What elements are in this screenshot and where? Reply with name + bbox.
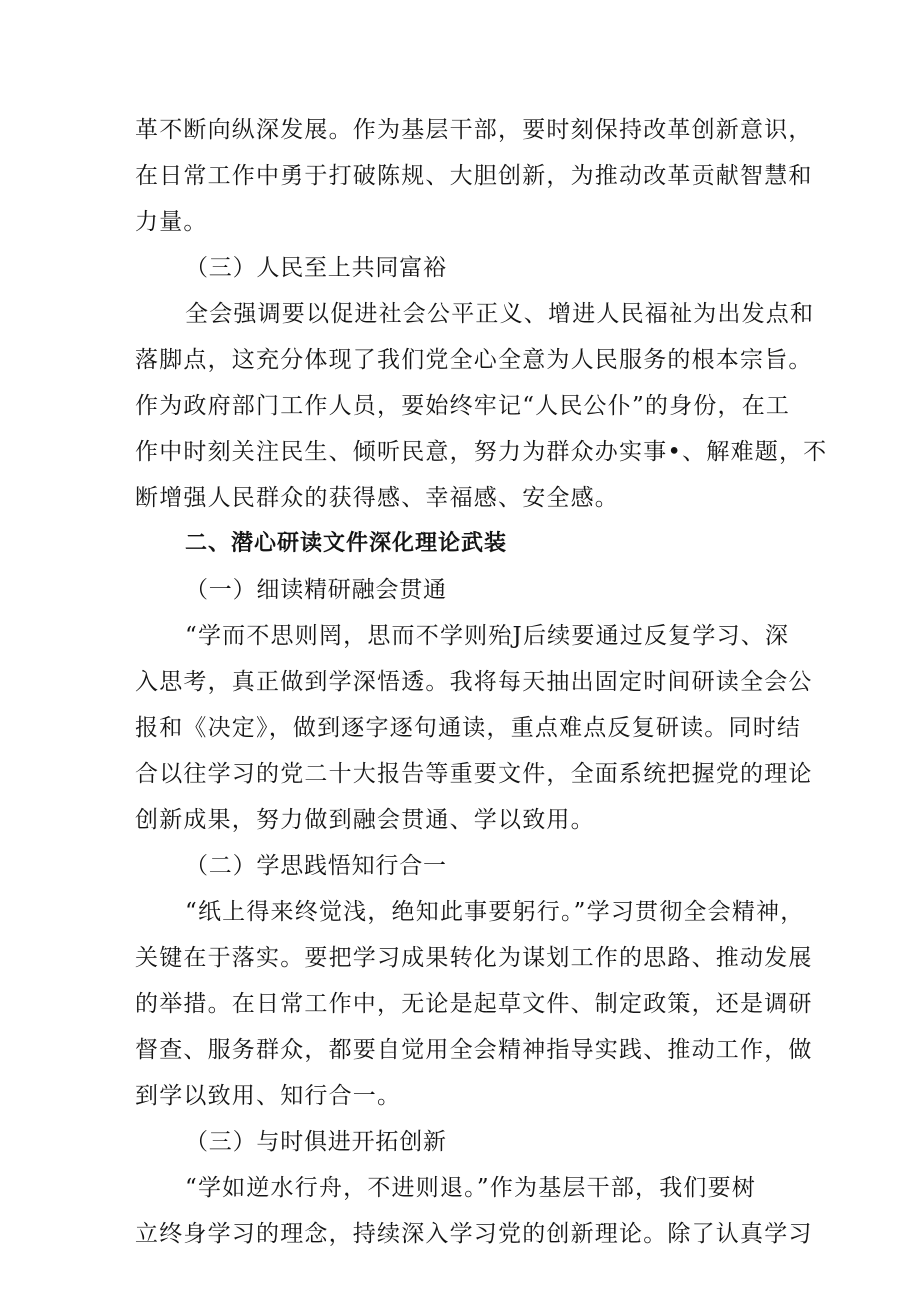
subsection-heading: （二）学思践悟知行合一 <box>185 853 447 879</box>
paragraph-line: 报和《决定》，做到逐字逐句通读，重点难点反复研读。同时结 <box>135 715 802 741</box>
paragraph-line: 全会强调要以促进社会公平正义、增进人民福祉为出发点和 <box>185 301 815 327</box>
paragraph-line: “纸上得来终觉浅，绝知此事要躬行。”学习贯彻全会精神， <box>185 899 805 925</box>
paragraph-line: 创新成果，努力做到融会贯通、学以致用。 <box>135 807 595 833</box>
paragraph-line: 革不断向纵深发展。作为基层干部，要时刻保持改革创新意识， <box>135 117 813 143</box>
subsection-heading: （三）与时俱进开拓创新 <box>185 1129 447 1155</box>
paragraph-line: 断增强人民群众的获得感、幸福感、安全感。 <box>135 485 619 511</box>
paragraph-line: 力量。 <box>135 209 208 235</box>
paragraph-line: “学而不思则罔，思而不学则殆J后续要通过反复学习、深 <box>185 623 790 649</box>
paragraph-line: 作中时刻关注民生、倾听民意，努力为群众办实事•、解难题，不 <box>135 439 828 465</box>
paragraph-line: 入思考，真正做到学深悟透。我将每天抽出固定时间研读全会公 <box>135 669 813 695</box>
paragraph-line: 到学以致用、知行合一。 <box>135 1083 402 1109</box>
paragraph-line: 督查、服务群众，都要自觉用全会精神指导实践、推动工作，做 <box>135 1037 813 1063</box>
subsection-heading: （一）细读精研融会贯通 <box>185 577 447 603</box>
paragraph-line: 合以往学习的党二十大报告等重要文件，全面系统把握党的理论 <box>135 761 813 787</box>
paragraph-line: 关键在于落实。要把学习成果转化为谋划工作的思路、推动发展 <box>135 945 813 971</box>
paragraph-line: 在日常工作中勇于打破陈规、大胆创新，为推动改革贡献智慧和 <box>135 163 813 189</box>
paragraph-line: “学如逆水行舟，不进则退。”作为基层干部，我们要树 <box>185 1175 757 1201</box>
paragraph-line: 的举措。在日常工作中，无论是起草文件、制定政策，还是调研 <box>135 991 813 1017</box>
paragraph-line: 落脚点，这充分体现了我们党全心全意为人民服务的根本宗旨。 <box>135 347 813 373</box>
paragraph-line: 立终身学习的理念，持续深入学习党的创新理论。除了认真学习 <box>135 1221 813 1247</box>
subsection-heading: （三）人民至上共同富裕 <box>185 255 447 281</box>
paragraph-line: 作为政府部门工作人员，要始终牢记“人民公仆”的身份，在工 <box>135 393 791 419</box>
section-heading: 二、潜心研读文件深化理论武装 <box>185 531 508 556</box>
